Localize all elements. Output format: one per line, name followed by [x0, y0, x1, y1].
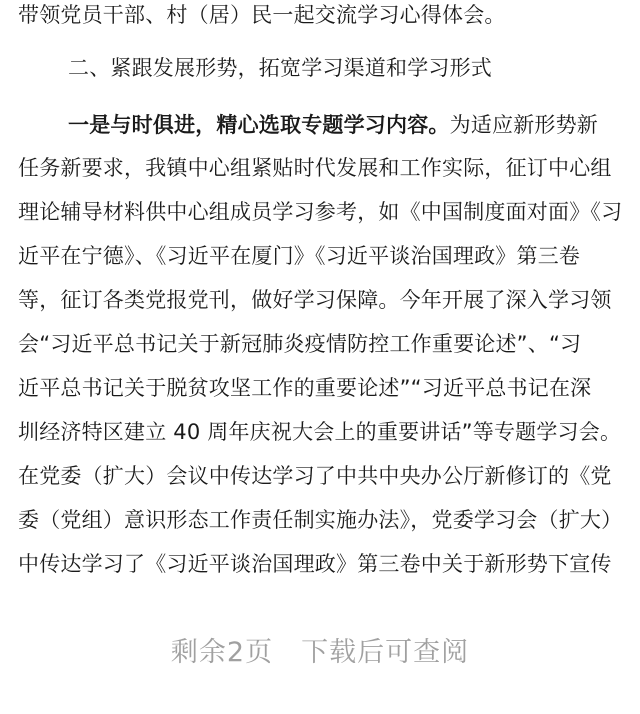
remaining-pages-notice[interactable]	[0, 636, 640, 670]
section-heading: 二、紧跟发展形势，拓宽学习渠道和学习形式	[68, 56, 492, 80]
text-line-12: 中传达学习了《习近平谈治国理政》第三卷中关于新形势下宣传	[18, 552, 612, 576]
text-line-8: 近平总书记关于脱贫攻坚工作的重要论述”“习近平总书记在深	[18, 376, 592, 400]
text-line-3: 任务新要求，我镇中心组紧贴时代发展和工作实际，征订中心组	[18, 156, 612, 180]
text-line-10: 在党委（扩大）会议中传达学习了中共中央办公厅新修订的《党	[18, 464, 612, 488]
remaining-pages-count: 剩余2页	[170, 637, 274, 668]
paragraph-lead-line	[68, 112, 622, 138]
bold-lead: 一是与时俱进，精心选取专题学习内容。	[68, 113, 450, 137]
text-line-1: 带领党员干部、村（居）民一起交流学习心得体会。	[18, 3, 506, 27]
text-line-9: 圳经济特区建立 40 周年庆祝大会上的重要讲话”等专题学习会。	[18, 420, 622, 444]
text-line-7: 会“习近平总书记关于新冠肺炎疫情防控工作重要论述”、“习	[18, 332, 582, 356]
text-line-6: 等，征订各类党报党刊，做好学习保障。今年开展了深入学习领	[18, 288, 612, 312]
lead-line-rest: 为适应新形势新	[449, 113, 599, 137]
text-line-4: 理论辅导材料供中心组成员学习参考，如《中国制度面对面》《习	[18, 200, 622, 224]
text-line-11: 委（党组）意识形态工作责任制实施办法》，党委学习会（扩大）	[18, 508, 622, 532]
text-line-5: 近平在宁德》、《习近平在厦门》《习近平谈治国理政》第三卷	[18, 244, 581, 268]
download-hint: 下载后可查阅	[301, 637, 470, 668]
